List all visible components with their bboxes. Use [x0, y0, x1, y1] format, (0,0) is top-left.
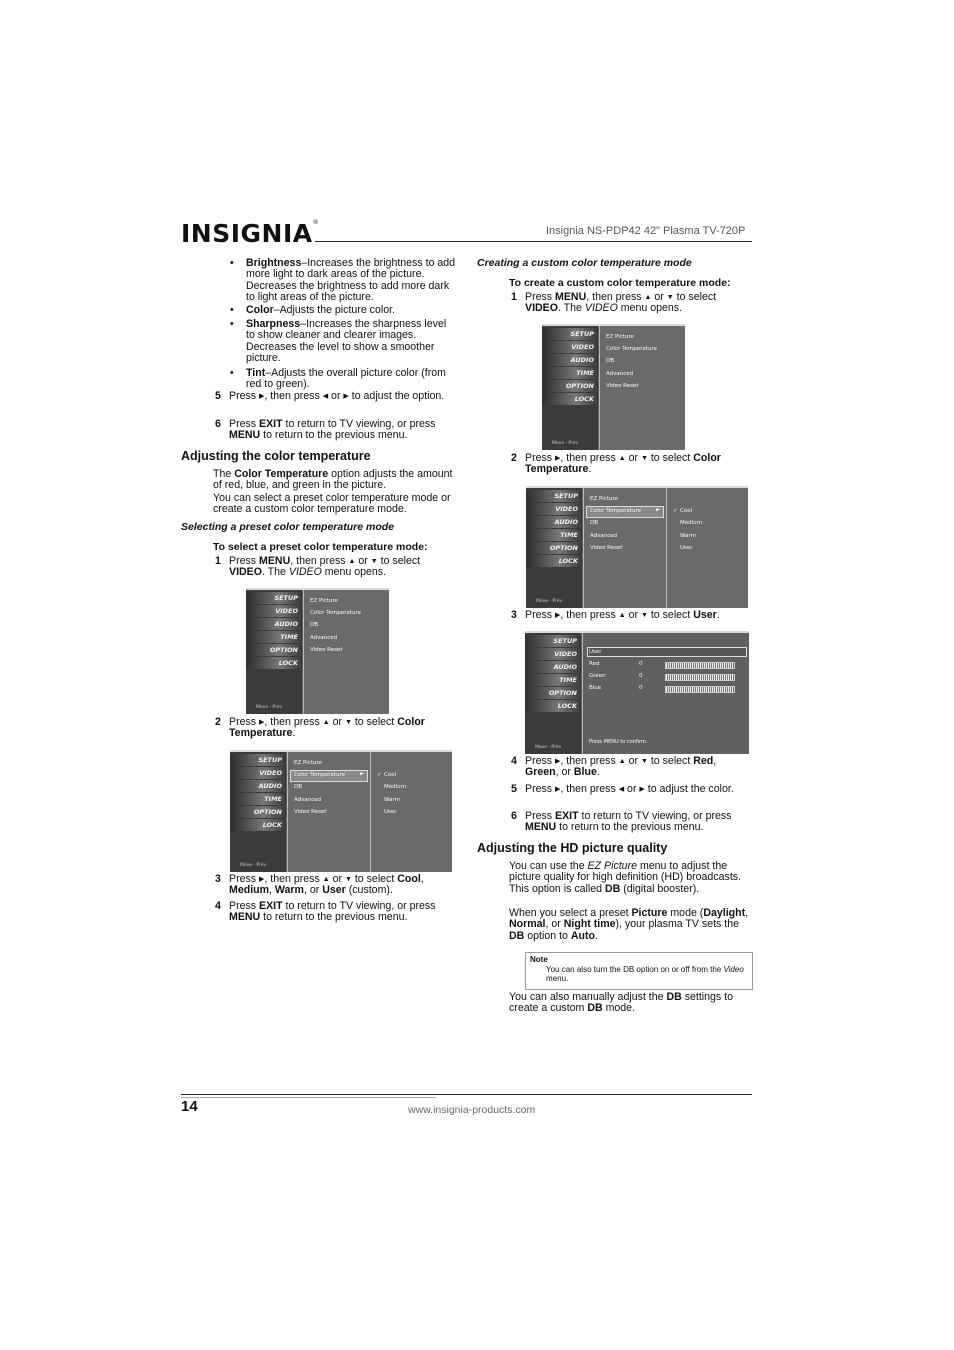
tab-setup: SETUP — [246, 592, 302, 604]
up-arrow-icon: ▲ — [322, 876, 330, 883]
down-arrow-icon: ▼ — [640, 612, 648, 619]
tab-setup: SETUP — [525, 635, 581, 647]
bullet-sharpness: • Sharpness–Increases the sharpness level to show cleaner and clearer images. Decreases the level to show a smoother picture. — [230, 318, 447, 365]
right-arrow-icon: ▶ — [555, 758, 561, 765]
menu-item-db: DB — [294, 784, 303, 790]
up-arrow-icon: ▲ — [618, 455, 626, 462]
header-rule — [315, 241, 752, 242]
tv-menu-video — [246, 588, 389, 714]
left-step-2: 2 Press ▶, then press ▲ or ▼ to select Color Temperature. — [215, 716, 425, 740]
tab-setup: SETUP — [526, 490, 582, 502]
note-box — [525, 952, 753, 990]
tab-audio: AUDIO — [542, 354, 598, 366]
tab-audio: AUDIO — [525, 661, 581, 673]
menu-items — [303, 590, 389, 714]
up-arrow-icon: ▲ — [348, 558, 356, 565]
tv-menu-video — [542, 324, 685, 450]
right-arrow-icon: ▶ — [555, 612, 561, 619]
tv-menu-user-color — [525, 631, 749, 754]
hd-paragraph-3: You can also manually adjust the DB settings to create a custom DB mode. — [509, 991, 733, 1015]
menu-item-color-temperature: Color Temperature — [590, 508, 641, 514]
right-step-4: 4 Press ▶, then press ▲ or ▼ to select Red, Green, or Blue. — [511, 755, 717, 779]
hd-paragraph-2: When you select a preset Picture mode (Daylight, Normal, or Night time), your plasma TV sets the DB option to Auto. — [509, 907, 749, 942]
tv-menu-color-temperature — [526, 486, 748, 608]
menu-items — [599, 326, 685, 450]
option-user: User — [384, 809, 397, 815]
nav-hint: Move · Prev — [552, 441, 579, 446]
note-label: Note — [530, 955, 548, 964]
bullet-brightness: • Brightness–Increases the brightness to add more light to dark areas of the picture. Decreases the brightness to add more dark to light areas of the picture. — [230, 257, 456, 304]
up-arrow-icon: ▲ — [322, 719, 330, 726]
submenu-options — [666, 488, 748, 608]
option-medium: Medium — [680, 520, 702, 526]
left-step-1: 1 Press MENU, then press ▲ or ▼ to select VIDEO. The VIDEO menu opens. — [215, 555, 421, 579]
menu-item-advanced: Advanced — [294, 797, 322, 803]
tab-video: VIDEO — [542, 341, 598, 353]
option-medium: Medium — [384, 784, 406, 790]
nav-hint: Move · Prev — [535, 745, 562, 750]
tab-option: OPTION — [542, 380, 598, 392]
tab-audio: AUDIO — [526, 516, 582, 528]
doc-title: Insignia NS-PDP42 42" Plasma TV-720P — [546, 225, 746, 237]
tab-audio: AUDIO — [230, 780, 286, 792]
confirm-hint: Press MENU to confirm. — [589, 739, 648, 745]
menu-item-advanced: Advanced — [590, 533, 618, 539]
intro-paragraph: The Color Temperature option adjusts the amount of red, blue, and green in the picture. — [213, 468, 453, 492]
tab-option: OPTION — [246, 644, 302, 656]
menu-item-ez-picture: EZ Picture — [606, 334, 634, 340]
up-arrow-icon: ▲ — [618, 758, 626, 765]
row-blue-label: Blue — [589, 685, 602, 691]
menu-item-db: DB — [310, 622, 319, 628]
right-step-5: 5 Press ▶, then press ◀ or ▶ to adjust the color. — [511, 783, 734, 795]
right-arrow-icon: ▶ — [555, 455, 561, 462]
left-step-4: 4 Press EXIT to return to TV viewing, or press MENU to return to the previous menu. — [215, 900, 436, 924]
right-arrow-icon: ▶ — [259, 393, 265, 400]
intro-paragraph-2: You can select a preset color temperature mode or create a custom color temperature mode. — [213, 492, 451, 516]
left-arrow-icon: ◀ — [618, 786, 625, 793]
bullet-color: • Color–Adjusts the picture color. — [230, 303, 395, 316]
user-title: User — [589, 649, 602, 655]
row-blue-value: 0 — [639, 685, 643, 691]
user-header-bar — [587, 647, 747, 657]
procedure-title-custom: To create a custom color temperature mode: — [509, 277, 731, 289]
menu-sidebar — [526, 488, 582, 608]
footer-rule-accent — [181, 1097, 436, 1098]
tab-lock: LOCK — [230, 819, 286, 831]
nav-hint: Move · Prev — [536, 599, 563, 604]
option-warm: Warm — [384, 797, 400, 803]
tab-time: TIME — [246, 631, 302, 643]
menu-sidebar — [525, 633, 581, 754]
tab-video: VIDEO — [246, 605, 302, 617]
tab-lock: LOCK — [246, 657, 302, 669]
row-red-value: 0 — [639, 661, 643, 667]
menu-item-video-reset: Video Reset — [606, 383, 639, 389]
tab-time: TIME — [526, 529, 582, 541]
menu-item-ez-picture: EZ Picture — [310, 598, 338, 604]
menu-item-video-reset: Video Reset — [294, 809, 327, 815]
tab-video: VIDEO — [525, 648, 581, 660]
check-icon: ✓ — [377, 772, 382, 778]
menu-item-color-temperature: Color Temperature — [294, 772, 345, 778]
tab-lock: LOCK — [526, 555, 582, 567]
option-user: User — [680, 545, 693, 551]
menu-item-video-reset: Video Reset — [310, 647, 343, 653]
tab-video: VIDEO — [230, 767, 286, 779]
down-arrow-icon: ▼ — [344, 876, 352, 883]
tab-lock: LOCK — [525, 700, 581, 712]
submenu-arrow-icon: ► — [656, 507, 661, 513]
tv-menu-color-temperature — [230, 750, 452, 872]
right-step-3: 3 Press ▶, then press ▲ or ▼ to select User. — [511, 609, 720, 621]
up-arrow-icon: ▲ — [618, 612, 626, 619]
menu-sidebar — [230, 752, 286, 872]
menu-item-db: DB — [606, 358, 615, 364]
tab-option: OPTION — [230, 806, 286, 818]
menu-sidebar — [246, 590, 302, 714]
tab-lock: LOCK — [542, 393, 598, 405]
menu-items — [583, 488, 666, 608]
tab-video: VIDEO — [526, 503, 582, 515]
menu-item-ez-picture: EZ Picture — [294, 760, 322, 766]
down-arrow-icon: ▼ — [370, 558, 378, 565]
slider-blue — [665, 686, 735, 693]
tab-audio: AUDIO — [246, 618, 302, 630]
hd-paragraph-1: You can use the EZ Picture menu to adjust the picture quality for high definition (HD) broadcasts. This option is called DB (digital booster). — [509, 860, 741, 895]
menu-items — [287, 752, 370, 872]
user-panel — [582, 633, 749, 754]
menu-item-db: DB — [590, 520, 599, 526]
right-arrow-icon: ▶ — [343, 393, 349, 400]
row-green-value: 0 — [639, 673, 643, 679]
step-6: 6 Press EXIT to return to TV viewing, or press MENU to return to the previous menu. — [215, 418, 436, 442]
tab-setup: SETUP — [542, 328, 598, 340]
right-arrow-icon: ▶ — [259, 719, 265, 726]
down-arrow-icon: ▼ — [640, 455, 648, 462]
tab-setup: SETUP — [230, 754, 286, 766]
tab-time: TIME — [542, 367, 598, 379]
slider-green — [665, 674, 735, 681]
tab-time: TIME — [230, 793, 286, 805]
menu-sidebar — [542, 326, 598, 450]
down-arrow-icon: ▼ — [666, 294, 674, 301]
submenu-arrow-icon: ► — [360, 771, 365, 777]
left-step-3: 3 Press ▶, then press ▲ or ▼ to select Cool, Medium, Warm, or User (custom). — [215, 873, 424, 897]
step-5: 5 Press ▶, then press ◀ or ▶ to adjust the option. — [215, 390, 445, 402]
note-text: You can also turn the DB option on or off from the Video menu. — [546, 965, 744, 983]
menu-item-ez-picture: EZ Picture — [590, 496, 618, 502]
submenu-options — [370, 752, 452, 872]
check-icon: ✓ — [673, 508, 678, 514]
menu-item-advanced: Advanced — [310, 635, 338, 641]
down-arrow-icon: ▼ — [344, 719, 352, 726]
menu-item-color-temperature: Color Temperature — [606, 346, 657, 352]
row-red-label: Red — [589, 661, 600, 667]
bullet-list — [230, 257, 456, 391]
procedure-title: To select a preset color temperature mode: — [213, 541, 428, 553]
tab-time: TIME — [525, 674, 581, 686]
option-warm: Warm — [680, 533, 696, 539]
menu-item-color-temperature: Color Temperature — [310, 610, 361, 616]
left-arrow-icon: ◀ — [322, 393, 329, 400]
heading-hd-quality: Adjusting the HD picture quality — [477, 841, 668, 855]
right-arrow-icon: ▶ — [639, 786, 645, 793]
nav-hint: Move · Prev — [240, 863, 267, 868]
heading-color-temperature: Adjusting the color temperature — [181, 449, 371, 463]
subheading-custom: Creating a custom color temperature mode — [477, 257, 692, 269]
right-arrow-icon: ▶ — [259, 876, 265, 883]
menu-item-video-reset: Video Reset — [590, 545, 623, 551]
menu-item-advanced: Advanced — [606, 371, 634, 377]
option-cool: Cool — [680, 508, 693, 514]
down-arrow-icon: ▼ — [640, 758, 648, 765]
page-number: 14 — [181, 1098, 198, 1115]
insignia-logo: INSIGNIA® — [181, 219, 320, 248]
footer-rule — [181, 1094, 752, 1095]
option-cool: Cool — [384, 772, 397, 778]
right-arrow-icon: ▶ — [555, 786, 561, 793]
up-arrow-icon: ▲ — [644, 294, 652, 301]
right-step-1: 1 Press MENU, then press ▲ or ▼ to select VIDEO. The VIDEO menu opens. — [511, 291, 717, 315]
row-green-label: Green — [589, 673, 606, 679]
subheading-preset: Selecting a preset color temperature mode — [181, 521, 394, 533]
nav-hint: Move · Prev — [256, 705, 283, 710]
tab-option: OPTION — [526, 542, 582, 554]
footer-url: www.insignia-products.com — [408, 1104, 536, 1116]
right-step-6: 6 Press EXIT to return to TV viewing, or press MENU to return to the previous menu. — [511, 810, 732, 834]
right-step-2: 2 Press ▶, then press ▲ or ▼ to select Color Temperature. — [511, 452, 721, 476]
slider-red — [665, 662, 735, 669]
tab-option: OPTION — [525, 687, 581, 699]
bullet-tint: • Tint–Adjusts the overall picture color (from red to green). — [230, 366, 446, 391]
